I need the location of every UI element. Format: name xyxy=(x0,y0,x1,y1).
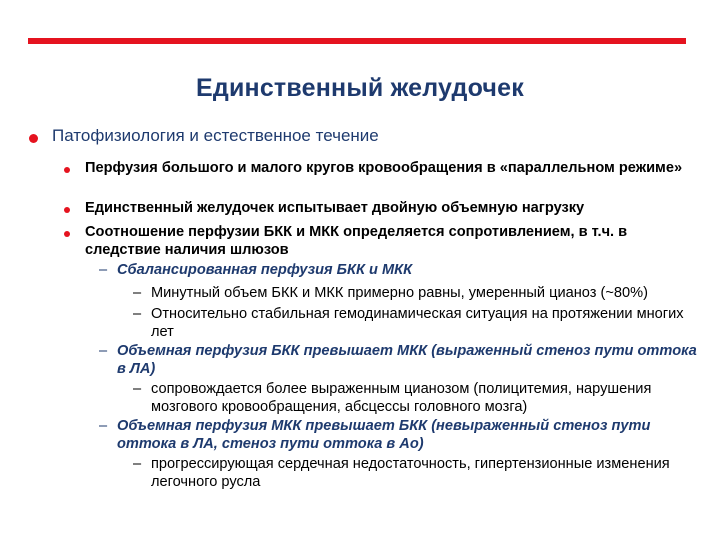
slide-title: Единственный желудочек xyxy=(196,74,524,102)
bullet-text-2: Единственный желудочек испытывает двойную объемную нагрузку xyxy=(85,200,585,216)
bullet-icon xyxy=(64,207,70,213)
section-heading: Патофизиология и естественное течение xyxy=(52,126,379,145)
sub-item-3-1: прогрессирующая сердечная недостаточность, гипертензионные изменения легочного русла xyxy=(151,456,670,490)
dash-icon: – xyxy=(133,285,142,301)
bullet-text-1: Перфузия большого и малого кругов кровообращения в «параллельном режиме» xyxy=(85,160,683,176)
dash-icon: – xyxy=(99,418,108,434)
dash-icon: – xyxy=(133,306,142,322)
sub-heading-3: Объемная перфузия МКК превышает БКК (невыраженный стеноз пути оттока в ЛА, стеноз пути оттока в Ao) xyxy=(117,418,651,452)
bullet-icon xyxy=(29,134,38,143)
bullet-text-3: Соотношение перфузии БКК и МКК определяется сопротивлением, в т.ч. в следствие наличия шлюзов xyxy=(85,224,628,258)
sub-item-2-1: сопровождается более выраженным цианозом (полицитемия, нарушения мозгового кровообращения, абсцессы головного мозга) xyxy=(151,381,652,415)
dash-icon: – xyxy=(99,262,108,278)
sub-item-1-2: Относительно стабильная гемодинамическая ситуация на протяжении многих лет xyxy=(151,306,684,340)
top-accent-bar xyxy=(28,38,686,44)
sub-heading-1: Сбалансированная перфузия БКК и МКК xyxy=(117,262,413,278)
dash-icon: – xyxy=(133,456,142,472)
sub-item-1-1: Минутный объем БКК и МКК примерно равны, умеренный цианоз (~80%) xyxy=(151,285,648,301)
dash-icon: – xyxy=(133,381,142,397)
bullet-icon xyxy=(64,231,70,237)
dash-icon: – xyxy=(99,343,108,359)
bullet-icon xyxy=(64,167,70,173)
sub-heading-2: Объемная перфузия БКК превышает МКК (выраженный стеноз пути оттока в ЛА) xyxy=(117,343,697,377)
